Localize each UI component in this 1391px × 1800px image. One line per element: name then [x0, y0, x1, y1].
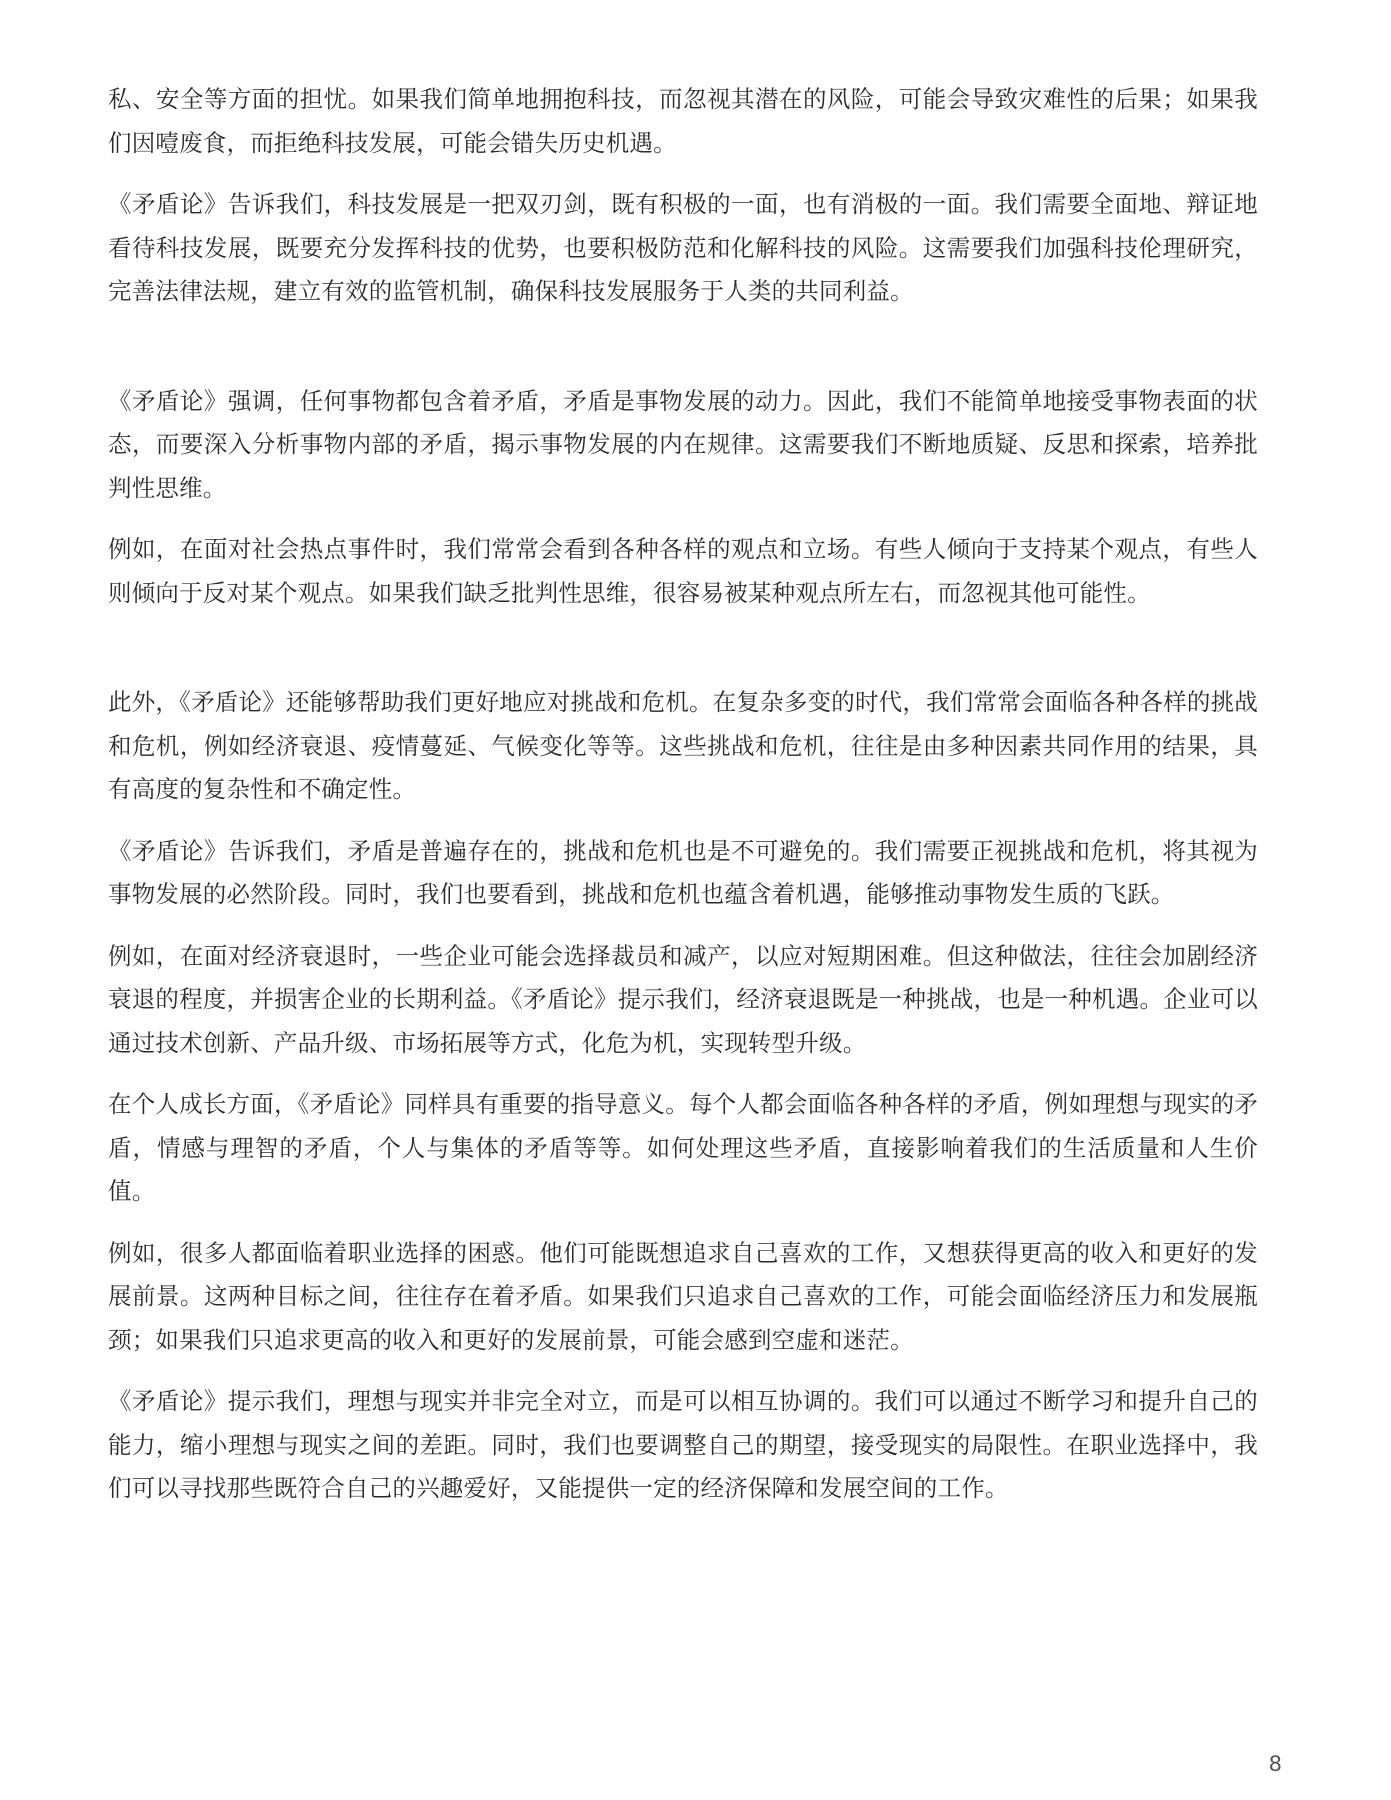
paragraph-5: 此外，《矛盾论》还能够帮助我们更好地应对挑战和危机。在复杂多变的时代，我们常常会面临各种各样的挑战和危机，例如经济衰退、疫情蔓延、气候变化等等。这些挑战和危机，往往是由多种因素共同作用的结果，具有高度的复杂性和不确定性。 [108, 688, 1258, 803]
paragraph-2: 《矛盾论》告诉我们，科技发展是一把双刃剑，既有积极的一面，也有消极的一面。我们需要全面地、辩证地看待科技发展，既要充分发挥科技的优势，也要积极防范和化解科技的风险。这需要我们加强科技伦理研究，完善法律法规，建立有效的监管机制，确保科技发展服务于人类的共同利益。 [108, 190, 1258, 305]
paragraph-1: 私、安全等方面的担忧。如果我们简单地拥抱科技，而忽视其潜在的风险，可能会导致灾难性的后果；如果我们因噎废食，而拒绝科技发展，可能会错失历史机遇。 [108, 85, 1258, 157]
paragraph-10: 《矛盾论》提示我们，理想与现实并非完全对立，而是可以相互协调的。我们可以通过不断学习和提升自己的能力，缩小理想与现实之间的差距。同时，我们也要调整自己的期望，接受现实的局限性。在职业选择中，我们可以寻找那些既符合自己的兴趣爱好，又能提供一定的经济保障和发展空间的工作。 [108, 1387, 1258, 1502]
section-gap [108, 332, 1258, 380]
paragraph-8: 在个人成长方面，《矛盾论》同样具有重要的指导意义。每个人都会面临各种各样的矛盾，例如理想与现实的矛盾，情感与理智的矛盾，个人与集体的矛盾等等。如何处理这些矛盾，直接影响着我们的生活质量和人生价值。 [108, 1090, 1258, 1205]
paragraph-7: 例如，在面对经济衰退时，一些企业可能会选择裁员和减产，以应对短期困难。但这种做法，往往会加剧经济衰退的程度，并损害企业的长期利益。《矛盾论》提示我们，经济衰退既是一种挑战，也是一种机遇。企业可以通过技术创新、产品升级、市场拓展等方式，化危为机，实现转型升级。 [108, 941, 1258, 1057]
document-body [108, 78, 1258, 1529]
paragraph-9: 例如，很多人都面临着职业选择的困惑。他们可能既想追求自己喜欢的工作，又想获得更高的收入和更好的发展前景。这两种目标之间，往往存在着矛盾。如果我们只追求自己喜欢的工作，可能会面临经济压力和发展瓶颈；如果我们只追求更高的收入和更好的发展前景，可能会感到空虚和迷茫。 [108, 1238, 1258, 1354]
section-gap [108, 633, 1258, 681]
paragraph-4: 例如，在面对社会热点事件时，我们常常会看到各种各样的观点和立场。有些人倾向于支持某个观点，有些人则倾向于反对某个观点。如果我们缺乏批判性思维，很容易被某种观点所左右，而忽视其他可能性。 [108, 535, 1258, 607]
paragraph-3: 《矛盾论》强调，任何事物都包含着矛盾，矛盾是事物发展的动力。因此，我们不能简单地接受事物表面的状态，而要深入分析事物内部的矛盾，揭示事物发展的内在规律。这需要我们不断地质疑、反思和探索，培养批判性思维。 [108, 386, 1258, 502]
page-number: 8 [1268, 1752, 1282, 1776]
paragraph-6: 《矛盾论》告诉我们，矛盾是普遍存在的，挑战和危机也是不可避免的。我们需要正视挑战和危机，将其视为事物发展的必然阶段。同时，我们也要看到，挑战和危机也蕴含着机遇，能够推动事物发生质的飞跃。 [108, 836, 1258, 908]
